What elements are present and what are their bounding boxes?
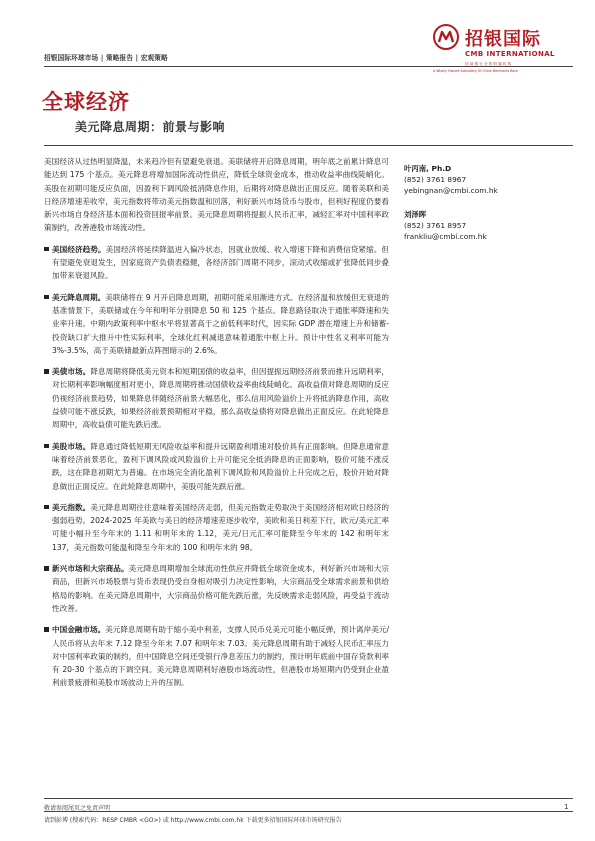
intro-paragraph: 美国经济从过热明显降温，未来趋冷但有望避免衰退。美联储将开启降息周期，明年底之前累计降息可能达到 175 个基点。美元降息将增加国际流动性供应，降低全球资金成本，推动收益率曲线陡峭化。美股在初期可能反应负面，因盈利下调风险抵消降息作用，后期将对降息做出正面反应。随着美联和美日经济增速差收窄，美元指数将带动美元指数温和回落，利好新兴市场货币与股市，但利好程度仍要看新兴市场自身经济基本面和投资回报率前景。美元降息周期将提振人民币汇率，减轻汇率对中国利率政策制约，改善港股市场流动性。 xyxy=(44,157,389,233)
analyst-phone: (852) 3761 8957 xyxy=(404,221,467,230)
bullet-text: 降息通过降低短期无风险收益率和提升远期盈利增速对股价具有正面影响。但降息通常意味着经济前景恶化，盈利下调风险或风险溢价上升可能完全抵消降息的正面影响，股价可能不涨反跌，这在降息初期尤为普遍。在市场完全消化盈利下调风险和风险溢价上升完成之后，股价开始对降息做出正面反应。在此轮降息周期中，美股可能先跌后涨。 xyxy=(52,441,390,491)
bullet-text: 美元降息周期往往意味着美国经济走弱，但美元指数走势取决于美国经济相对欧日经济的强弱趋势。2024-2025 年美欧与美日的经济增速差逐步收窄，美欧和美日利差下行，欧元/美元汇率可能小幅升至今年末的 1.11 和明年末的 1.12，美元/日元汇率可能降至今年末的 142 和明年末 137，美元指数可能温和降至今年末的 100 和明年末的 98。 xyxy=(52,502,390,552)
analyst-email[interactable]: yebingnan@cmbi.com.hk xyxy=(404,186,498,195)
bullet-label: 美国经济趋势。 xyxy=(52,244,106,254)
list-item xyxy=(44,501,389,554)
bullet-text: 降息周期将降低美元资本和短期国债的收益率，但因提振远期经济前景而推升远期利率，对长期利率影响幅度相对更小，降息周期将推动国债收益率曲线陡峭化。高收益债对降息周期的反应仍视经济前景趋势，如果降息伴随经济前景大幅恶化，那么信用风险溢价上升将抵消降息作用，高收益债可能不涨反跌，如果经济前景预期相对平稳，那么高收益债将对降息做出正面反应。在此轮降息周期中，高收益债可能先跌后涨。 xyxy=(52,367,390,430)
analyst-email[interactable]: frankliu@cmbi.com.hk xyxy=(404,232,487,241)
bullet-square-icon xyxy=(44,566,49,571)
bullet-label: 美股市场。 xyxy=(52,441,91,451)
analyst-panel xyxy=(404,163,574,242)
download-note: 请到彭博 (搜索代码：RESP CMBR <GO>) 或 http://www.cmbi.com.hk 下载更多招银国际环球市场研究报告 xyxy=(44,817,342,824)
bullet-text: 美联储将在 9 月开启降息周期，初期可能采用渐进方式。在经济温和放缓但无衰退的基准情景下，美联储或在今年和明年分别降息 50 和 125 个基点。降息路径取决于通胀率降速和失业率升速。中期内政策利率中枢水平将显著高于之前低利率时代，因实际 GDP 潜在增速上升和储蓄-投资缺口扩大推升中性实际利率，全球化红利减退意味着通胀中枢上升。预计中性名义利率可能为 3%-3.5%，高于美联储最新点阵图暗示的 2.6%。 xyxy=(52,292,390,355)
list-item xyxy=(44,623,389,689)
list-item xyxy=(44,440,389,493)
breadcrumb: 招银国际环球市场 | 策略报告 | 宏观策略 xyxy=(44,54,168,62)
bullet-square-icon xyxy=(44,627,49,632)
cmbi-logo xyxy=(433,20,573,80)
bullet-label: 新兴市场和大宗商品。 xyxy=(52,564,129,574)
bullet-text: 美元降息周期有助于缩小美中利差，支撑人民币兑美元可能小幅反弹，预计离岸美元/人民币将从去年末 7.12 降至今年末 7.07 和明年末 7.03。美元降息周期有助于减轻人民币汇率压力对中国利率政策的制约，但中国降息空间还受银行净息差压力的制约，预计明年底前中国存贷款利率有 20-30 个基点的下调空间。美元降息周期利好港股市场流动性，但港股市场短期内仍受到企业盈利前景疲滑和美股市场波动上升的压制。 xyxy=(52,625,390,688)
page-number: 1 xyxy=(564,803,569,811)
bullet-label: 美元降息周期。 xyxy=(52,292,106,302)
list-item xyxy=(44,243,389,283)
cmbi-logo-icon xyxy=(433,24,459,50)
analyst-phone: (852) 3761 8967 xyxy=(404,175,467,184)
bullet-label: 美元指数。 xyxy=(52,502,91,512)
bullet-square-icon xyxy=(44,369,49,374)
section-title: 全球经济 xyxy=(42,89,130,114)
logo-subtitle-cn: 招 商 银 行 全 资 附 属 机 构 xyxy=(465,62,512,66)
footer-divider xyxy=(44,798,573,799)
disclaimer-note: 敬请参阅尾页之免责声明 xyxy=(44,805,111,812)
list-item xyxy=(44,365,389,431)
bullet-text: 美元降息周期增加全球流动性供应并降低全球资金成本，利好新兴市场和大宗商品，但新兴市场股票与货币表现仍受自身相对吸引力决定性影响，大宗商品受全球需求前景和供给格局的影响。在美元降息周期中，大宗商品价格可能先跌后涨，先反映需求走弱风险，再受益于流动性改善。 xyxy=(52,564,389,613)
bullet-square-icon xyxy=(44,295,49,300)
list-item xyxy=(44,562,389,615)
bullet-label: 中国金融市场。 xyxy=(52,625,106,635)
bullet-label: 美债市场。 xyxy=(52,367,91,377)
logo-chinese-name: 招银国际 xyxy=(465,29,541,50)
logo-subtitle-en: A Wholly Owned Subsidiary Of China Merchants Bank xyxy=(433,69,519,73)
report-title: 美元降息周期：前景与影响 xyxy=(75,120,226,134)
logo-english-name: CMB INTERNATIONAL xyxy=(465,50,555,58)
bullet-square-icon xyxy=(44,247,49,252)
title-divider xyxy=(44,145,573,146)
list-item xyxy=(44,291,389,357)
bullet-text: 美国经济将延续降温进入偏冷状态，因就业放缓、收入增速下降和消费信贷紧缩。但有望避免衰退发生，因家庭资产负债表稳健，各经济部门周期不同步，滚动式收缩或扩张降低同步叠加带来衰退风险。 xyxy=(52,244,389,281)
footer-divider-2 xyxy=(44,811,573,812)
analyst-name: 刘泽晖 xyxy=(404,210,427,219)
report-body xyxy=(44,155,389,698)
bullet-square-icon xyxy=(44,444,49,449)
bullet-square-icon xyxy=(44,505,49,510)
analyst-name: 叶丙南, Ph.D xyxy=(404,164,452,173)
header-divider xyxy=(44,66,573,67)
